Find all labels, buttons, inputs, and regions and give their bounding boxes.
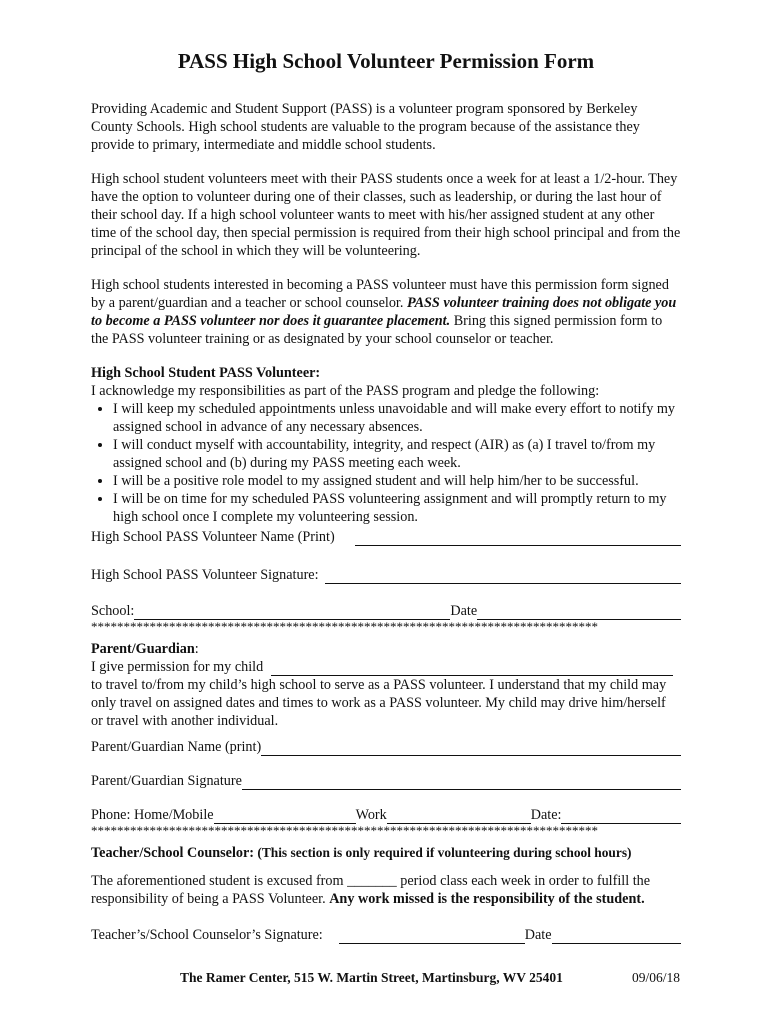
student-date-field[interactable] [477, 605, 681, 620]
pledge-list [91, 400, 681, 526]
work-label: Work [355, 807, 387, 823]
school-label: School: [91, 603, 135, 619]
parent-date-label: Date: [530, 807, 562, 823]
student-date-label: Date [450, 603, 478, 619]
form-page [91, 48, 681, 944]
school-date-row [91, 602, 681, 620]
pledge-item: • I will conduct myself with accountability, integrity, and respect (AIR) as (a) I travel to/from my assigned school and (b) during my PASS meeting each week. [113, 436, 681, 472]
parent-signature-field[interactable] [242, 775, 681, 790]
pledge-item: • I will be a positive role model to my assigned student and will help him/her to be successful. [113, 472, 681, 490]
phone-label: Phone: Home/Mobile [91, 807, 214, 823]
requirements-paragraph [91, 276, 681, 348]
pledge-item: • I will be on time for my scheduled PASS volunteering assignment and will promptly return to my high school once I complete my volunteering session. [113, 490, 681, 526]
bring-form-text: Bring this signed permission form to the PASS volunteer training or as designated by your school counselor or teacher. [91, 313, 663, 347]
training-notice: PASS volunteer training does not obligate you to become a PASS volunteer nor does it guarantee placement. [91, 295, 677, 329]
work-phone-field[interactable] [387, 809, 531, 824]
teacher-excuse-text [91, 872, 681, 908]
teacher-section [91, 844, 681, 944]
parent-name-field[interactable] [261, 741, 681, 756]
volunteer-name-row [91, 528, 681, 546]
footer [180, 970, 680, 986]
volunteer-name-label: High School PASS Volunteer Name (Print) [91, 529, 335, 545]
permission-row [91, 658, 681, 676]
phone-row [91, 806, 681, 824]
student-heading: High School Student PASS Volunteer: [91, 365, 321, 381]
volunteer-name-field[interactable] [355, 531, 681, 546]
teacher-heading: Teacher/School Counselor: [91, 845, 255, 861]
missed-work-notice: Any work missed is the responsibility of the student. [329, 891, 645, 907]
child-name-field[interactable] [271, 661, 673, 676]
teacher-date-label: Date [524, 927, 552, 943]
parent-permission-text: to travel to/from my child’s high school to serve as a PASS volunteer. I understand that my child may only travel on assigned dates and times to work as a PASS volunteer. My child may drive him/herself or travel with another individual. [91, 677, 667, 729]
teacher-signature-label: Teacher’s/School Counselor’s Signature: [91, 927, 323, 943]
parent-heading-colon: : [194, 641, 199, 657]
parent-name-label: Parent/Guardian Name (print) [91, 739, 262, 755]
teacher-signature-field[interactable] [339, 929, 525, 944]
parent-signature-label: Parent/Guardian Signature [91, 773, 242, 789]
section-divider: ****************************************************************************** [91, 620, 598, 634]
student-section [91, 364, 681, 634]
parent-signature-row [91, 772, 681, 790]
parent-section [91, 640, 681, 838]
form-title: PASS High School Volunteer Permission Form [177, 49, 595, 73]
volunteer-signature-label: High School PASS Volunteer Signature: [91, 567, 319, 583]
school-field[interactable] [134, 605, 450, 620]
volunteer-signature-row [91, 566, 681, 584]
parent-date-field[interactable] [561, 809, 681, 824]
section-divider: ****************************************************************************** [91, 824, 598, 838]
footer-address: The Ramer Center, 515 W. Martin Street, Martinsburg, WV 25401 [180, 970, 563, 985]
home-phone-field[interactable] [214, 809, 356, 824]
teacher-note: (This section is only required if volunteering during school hours) [254, 845, 632, 860]
volunteer-signature-field[interactable] [325, 569, 681, 584]
schedule-paragraph: High school student volunteers meet with their PASS students once a week for at least a 1/2-hour. They have the option to volunteer during one of their classes, such as leadership, or during the last hour of their school day. If a high school volunteer wants to meet with his/her assigned student at any other time of the school day, then special permission is required from their high school principal and from the principal of the school in which they will be volunteering. [91, 171, 681, 259]
teacher-date-field[interactable] [552, 929, 681, 944]
pledge-item: • I will keep my scheduled appointments unless unavoidable and will make every effort to notify my assigned school in advance of any necessary absences. [113, 400, 681, 436]
footer-date: 09/06/18 [631, 970, 680, 985]
permission-label: I give permission for my child [91, 659, 264, 675]
parent-name-row [91, 738, 681, 756]
teacher-signature-row [91, 926, 681, 944]
student-acknowledgement: I acknowledge my responsibilities as part of the PASS program and pledge the following: [91, 383, 600, 399]
parent-heading: Parent/Guardian [91, 641, 195, 657]
requirements-text: High school students interested in becoming a PASS volunteer must have this permission form signed by a parent/guardian and a teacher or school counselor. [91, 277, 669, 311]
excuse-text: The aforementioned student is excused from _______ period class each week in order to fulfill the responsibility of being a PASS Volunteer. [91, 873, 651, 907]
intro-paragraph: Providing Academic and Student Support (PASS) is a volunteer program sponsored by Berkeley County Schools. High school students are valuable to the program because of the assistance they provide to primary, intermediate and middle school students. [91, 101, 640, 153]
